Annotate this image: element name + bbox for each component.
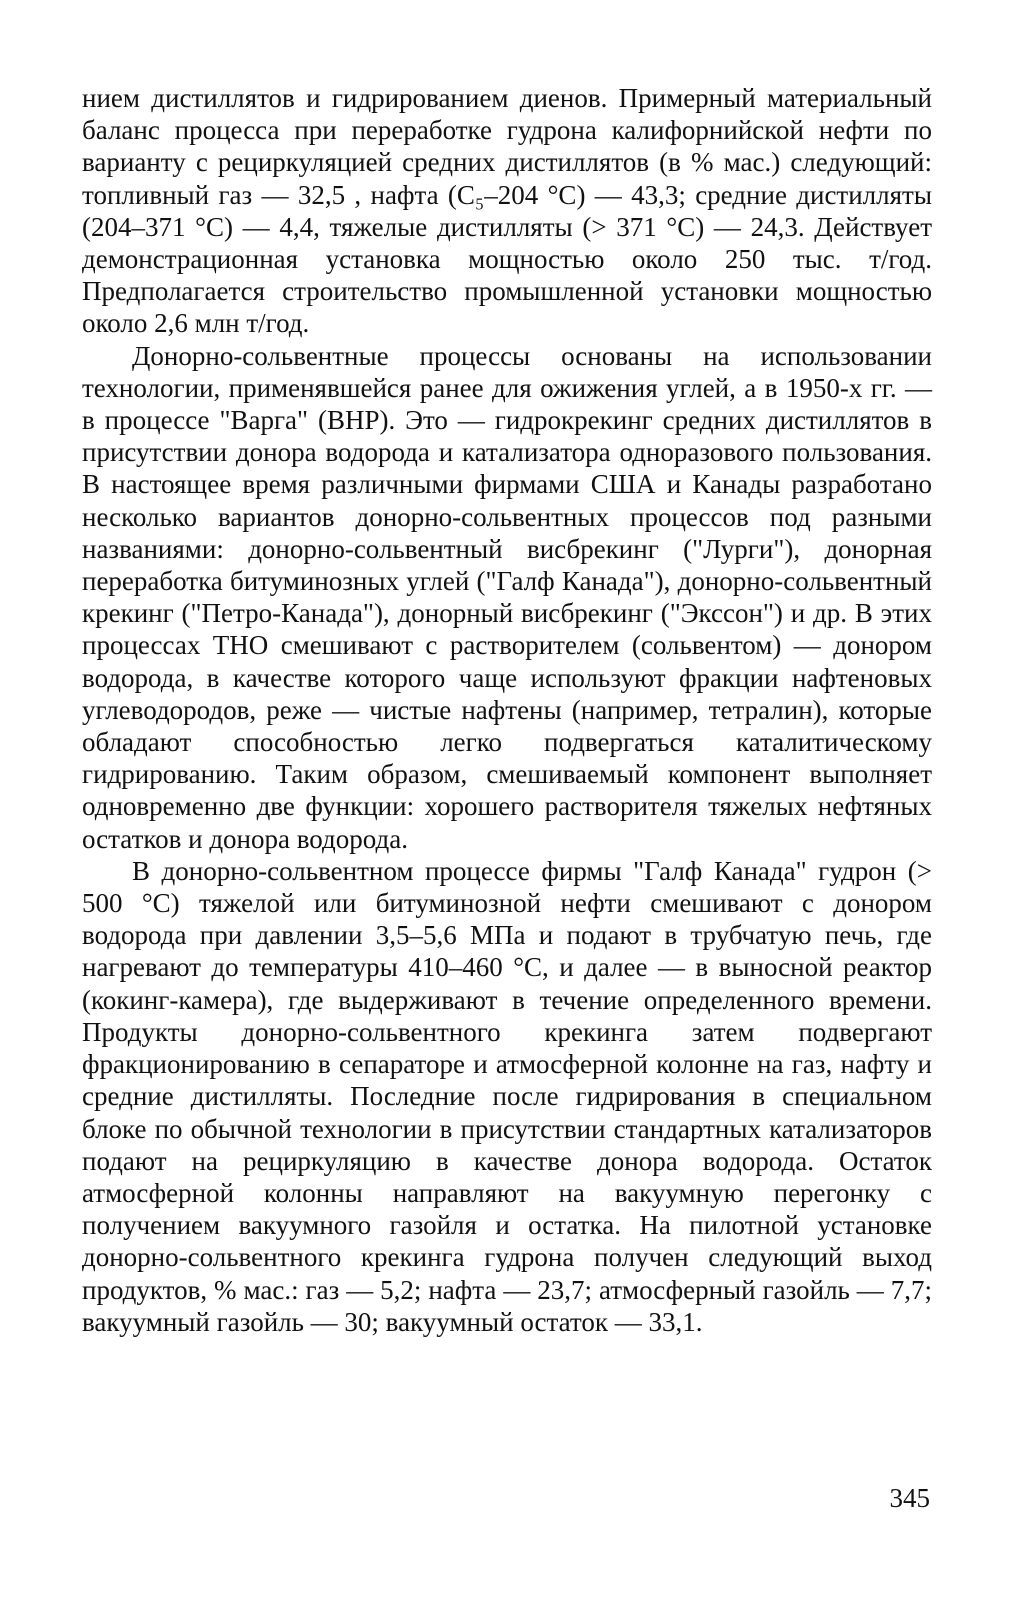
paragraph-3: В донорно-сольвентном процессе фирмы "Галф Канада" гудрон (> 500 °C) тяжелой или битуминозной нефти смешивают с донором водорода при давлении 3,5–5,6 МПа и подают в трубчатую печь, где нагревают до температуры 410–460 °C, и далее — в выносной реактор (кокинг-камера), где выдерживают в течение определенного времени. Продукты донорно-сольвентного крекинга затем подвергают фракционированию в сепараторе и атмосферной колонне на газ, нафту и средние дистилляты. Последние после гидрирования в специальном блоке по обычной технологии в присутствии стандартных катализаторов подают на рециркуляцию в качестве донора водорода. Остаток атмосферной колонны направляют на вакуумную перегонку с получением вакуумного газойля и остатка. На пилотной установке донорно-сольвентного крекинга гудрона получен следующий выход продуктов, % мас.: газ — 5,2; нафта — 23,7; атмосферный газойль — 7,7; вакуумный газойль — 30; вакуумный остаток — 33,1.	[82, 855, 932, 1337]
paragraph-2: Донорно-сольвентные процессы основаны на использовании технологии, применявшейся ранее для ожижения углей, а в 1950-х гг. — в процессе "Варга" (ВНР). Это — гидрокрекинг средних дистиллятов в присутствии донора водорода и катализатора одноразового пользования. В настоящее время различными фирмами США и Канады разработано несколько вариантов донорно-сольвентных процессов под разными названиями: донорно-сольвентный висбрекинг ("Лурги"), донорная переработка битуминозных углей ("Галф Канада"), донорно-сольвентный крекинг ("Петро-Канада"), донорный висбрекинг ("Экссон") и др. В этих процессах ТНО смешивают с растворителем (сольвентом) — донором водорода, в качестве которого чаще используют фракции нафтеновых углеводородов, реже — чистые нафтены (например, тетралин), которые обладают способностью легко подвергаться каталитическому гидрированию. Таким образом, смешиваемый компонент выполняет одновременно две функции: хорошего растворителя тяжелых нефтяных остатков и донора водорода.	[82, 340, 932, 854]
paragraph-1: нием дистиллятов и гидрированием диенов. Примерный материальный баланс процесса при переработке гудрона калифорнийской нефти по варианту с рециркуляцией средних дистиллятов (в % мас.) следующий: топливный газ — 32,5 , нафта (C₅–204 °C) — 43,3; средние дистилляты (204–371 °C) — 4,4, тяжелые дистилляты (> 371 °C) — 24,3. Действует демонстрационная установка мощностью около 250 тыс. т/год. Предполагается строительство промышленной установки мощностью около 2,6 млн т/год.	[82, 83, 932, 339]
page-body	[82, 82, 932, 1338]
page-number: 345	[889, 1483, 930, 1513]
